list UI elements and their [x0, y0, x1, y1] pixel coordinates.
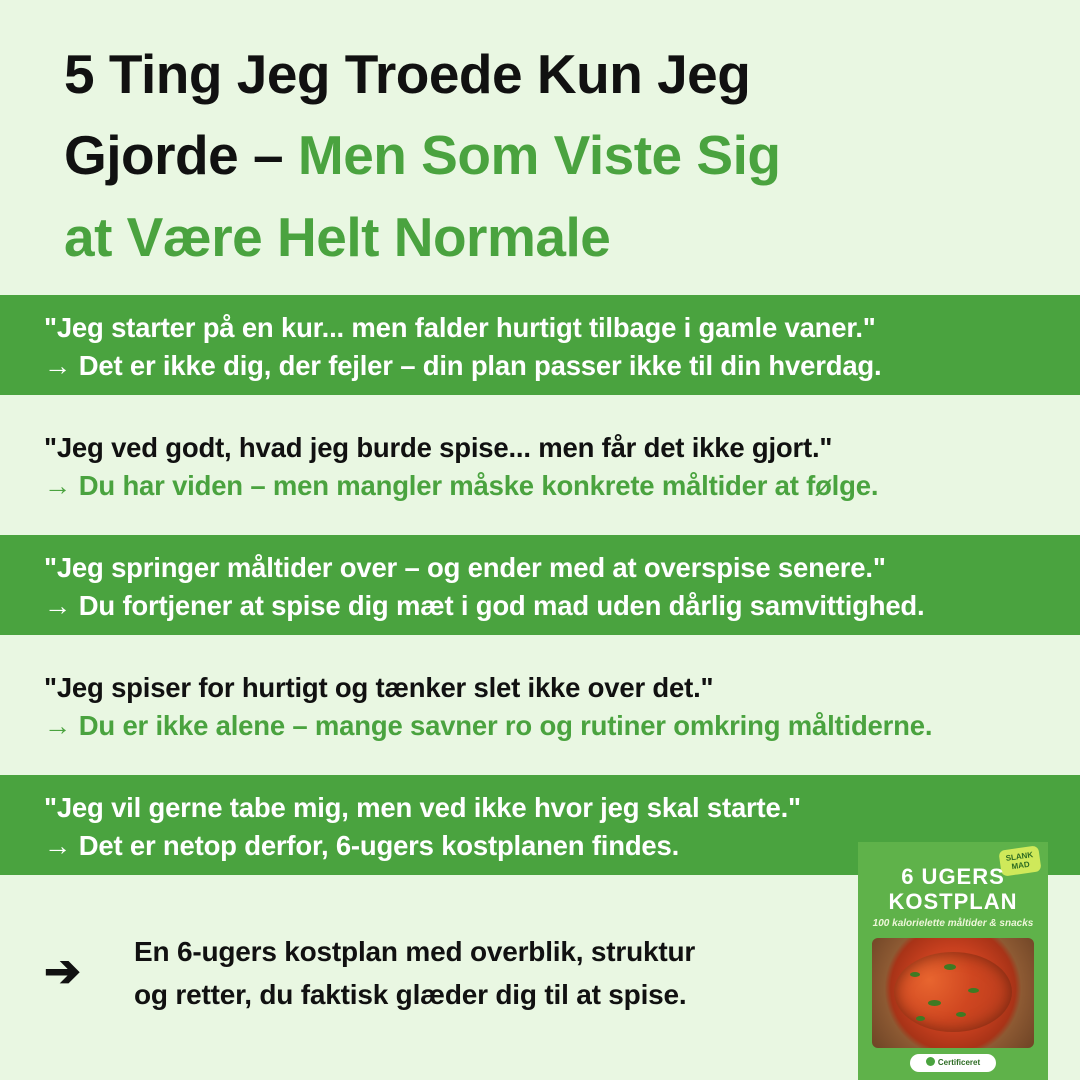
headline-line-3-accent: at Være Helt Normale [64, 205, 611, 268]
list-item-answer: → Du har viden – men mangler måske konkrete måltider at følge. [44, 469, 879, 501]
list-item-answer: → Det er ikke dig, der fejler – din plan passer ikke til din hverdag. [44, 349, 882, 381]
headline-line-2-accent: Men Som Viste Sig [297, 124, 781, 187]
food-photo [872, 938, 1034, 1048]
arrow-right-icon: ➔ [44, 947, 81, 996]
list-item [0, 295, 1080, 395]
list-item-answer: → Du er ikke alene – mange savner ro og rutiner omkring måltiderne. [44, 709, 933, 741]
product-title-line-2: KOSTPLAN [888, 889, 1018, 915]
list-item [0, 415, 1080, 515]
list-item-claim: "Jeg ved godt, hvad jeg burde spise... men får det ikke gjort." [44, 432, 833, 463]
headline-line-1: 5 Ting Jeg Troede Kun Jeg [64, 43, 751, 105]
list-item-claim: "Jeg spiser for hurtigt og tænker slet ikke over det." [44, 672, 714, 703]
cta-text [134, 930, 834, 1017]
status-badge [910, 1054, 996, 1072]
brand-badge: SLANK MAD [998, 845, 1041, 876]
headline-line-2-black: Gjorde – [64, 124, 298, 187]
cta-line-2: og retter, du faktisk glæder dig til at spise. [134, 979, 687, 1011]
page-title [64, 34, 1024, 278]
check-icon [926, 1057, 935, 1066]
product-title-line-1: 6 UGERS [901, 864, 1005, 889]
list-item-claim: "Jeg starter på en kur... men falder hurtigt tilbage i gamle vaner." [44, 312, 876, 343]
list-item [0, 535, 1080, 635]
product-card[interactable] [858, 842, 1048, 1080]
list-item-answer: → Du fortjener at spise dig mæt i god mad uden dårlig samvittighed. [44, 589, 925, 621]
product-title [858, 864, 1048, 915]
status-badge-label: Certificeret [937, 1058, 981, 1067]
list-item-claim: "Jeg vil gerne tabe mig, men ved ikke hvor jeg skal starte." [44, 792, 801, 823]
list-item-claim: "Jeg springer måltider over – og ender med at overspise senere." [44, 552, 886, 583]
list-item [0, 655, 1080, 755]
product-subtitle: 100 kalorielette måltider & snacks [872, 918, 1034, 929]
cta-line-1: En 6-ugers kostplan med overblik, struktur [134, 936, 696, 967]
list-item-answer: → Det er netop derfor, 6-ugers kostplanen findes. [44, 829, 680, 861]
